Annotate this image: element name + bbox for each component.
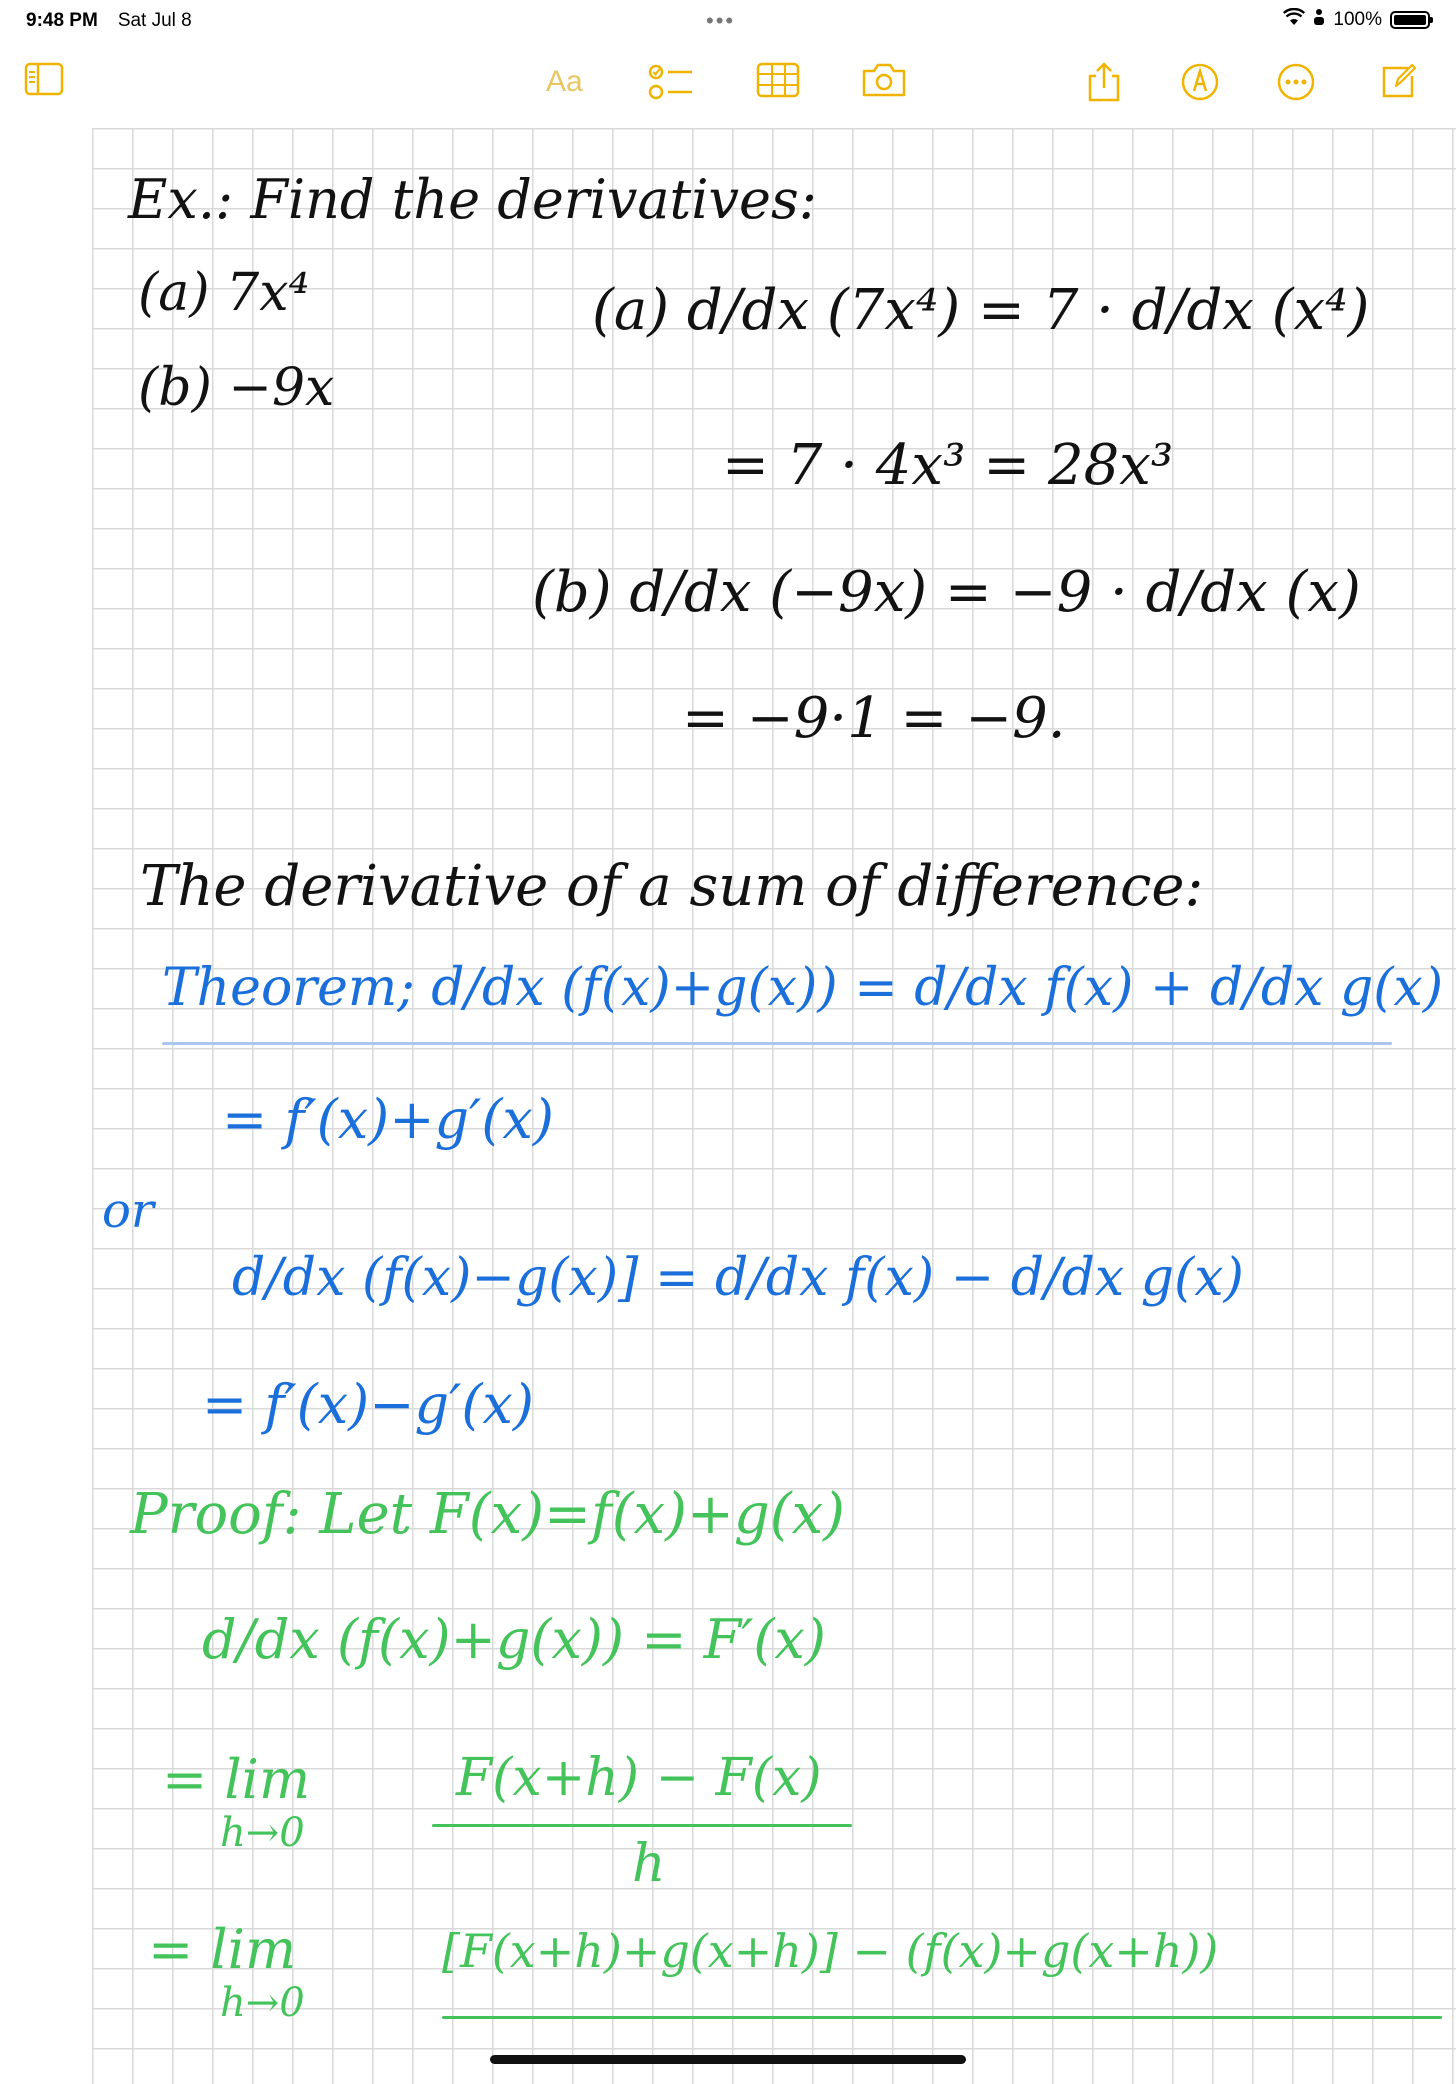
share-icon[interactable] xyxy=(1086,62,1122,102)
note-line-proof-derivative: d/dx (f(x)+g(x)) = F′(x) xyxy=(202,1608,826,1671)
checklist-icon[interactable] xyxy=(648,62,694,102)
home-indicator[interactable] xyxy=(490,2055,966,2064)
note-line-solution-a: (a) d/dx (7x⁴) = 7 · d/dx (x⁴) xyxy=(592,278,1370,343)
note-canvas[interactable] xyxy=(92,128,1456,2084)
note-line-limit-2-sub: h→0 xyxy=(220,1980,305,2026)
battery-fill xyxy=(1394,15,1426,25)
note-line-limit-2-numerator: [F(x+h)+g(x+h)] − (f(x)+g(x+h)) xyxy=(442,1924,1219,1978)
note-line-solution-a-result: = 7 · 4x³ = 28x³ xyxy=(722,433,1174,498)
fraction-bar-1 xyxy=(432,1824,852,1827)
multitasking-dots-icon[interactable]: ••• xyxy=(706,8,736,33)
sidebar-icon[interactable] xyxy=(24,62,64,96)
battery-percent: 100% xyxy=(1333,9,1382,30)
note-line-theorem: Theorem; d/dx (f(x)+g(x)) = d/dx f(x) + d/dx g(x) xyxy=(162,958,1444,1018)
note-line-problem-b: (b) −9x xyxy=(138,358,335,418)
status-bar xyxy=(0,0,1456,40)
status-date: Sat Jul 8 xyxy=(117,10,192,31)
theorem-underline xyxy=(162,1042,1392,1045)
wifi-icon xyxy=(1283,8,1305,32)
notes-toolbar xyxy=(0,52,1456,116)
note-line-limit-1-sub: h→0 xyxy=(220,1810,305,1856)
note-line-theorem-difference: d/dx (f(x)−g(x)] = d/dx f(x) − d/dx g(x) xyxy=(232,1248,1244,1308)
note-line-problem-a: (a) 7x⁴ xyxy=(138,263,310,323)
markup-icon[interactable] xyxy=(1180,62,1220,102)
fraction-bar-2 xyxy=(442,2016,1442,2019)
note-line-or: or xyxy=(102,1183,154,1239)
note-line-proof: Proof: Let F(x)=f(x)+g(x) xyxy=(130,1482,846,1547)
camera-icon[interactable] xyxy=(860,62,908,98)
status-time: 9:48 PM xyxy=(26,10,98,31)
table-icon[interactable] xyxy=(756,62,800,98)
note-line-theorem-sum-result: = f′(x)+g′(x) xyxy=(222,1088,554,1151)
note-line-limit-1-numerator: F(x+h) − F(x) xyxy=(456,1748,822,1808)
note-line-sum-difference: The derivative of a sum of difference: xyxy=(140,854,1204,919)
note-line-limit-1-denominator: h xyxy=(632,1834,666,1894)
note-line-solution-b: (b) d/dx (−9x) = −9 · d/dx (x) xyxy=(532,560,1361,625)
note-line-limit-1-lim: = lim xyxy=(162,1748,311,1811)
orientation-lock-icon xyxy=(1313,8,1325,32)
note-line-limit-2-lim: = lim xyxy=(148,1918,297,1981)
note-line-theorem-difference-result: = f′(x)−g′(x) xyxy=(202,1373,534,1436)
format-text-button[interactable]: Aa xyxy=(546,65,583,98)
note-line-solution-b-result: = −9·1 = −9. xyxy=(682,686,1066,751)
note-line-heading: Ex.: Find the derivatives: xyxy=(128,168,817,231)
battery-icon xyxy=(1390,11,1430,29)
compose-icon[interactable] xyxy=(1378,62,1418,102)
more-icon[interactable] xyxy=(1276,62,1316,102)
